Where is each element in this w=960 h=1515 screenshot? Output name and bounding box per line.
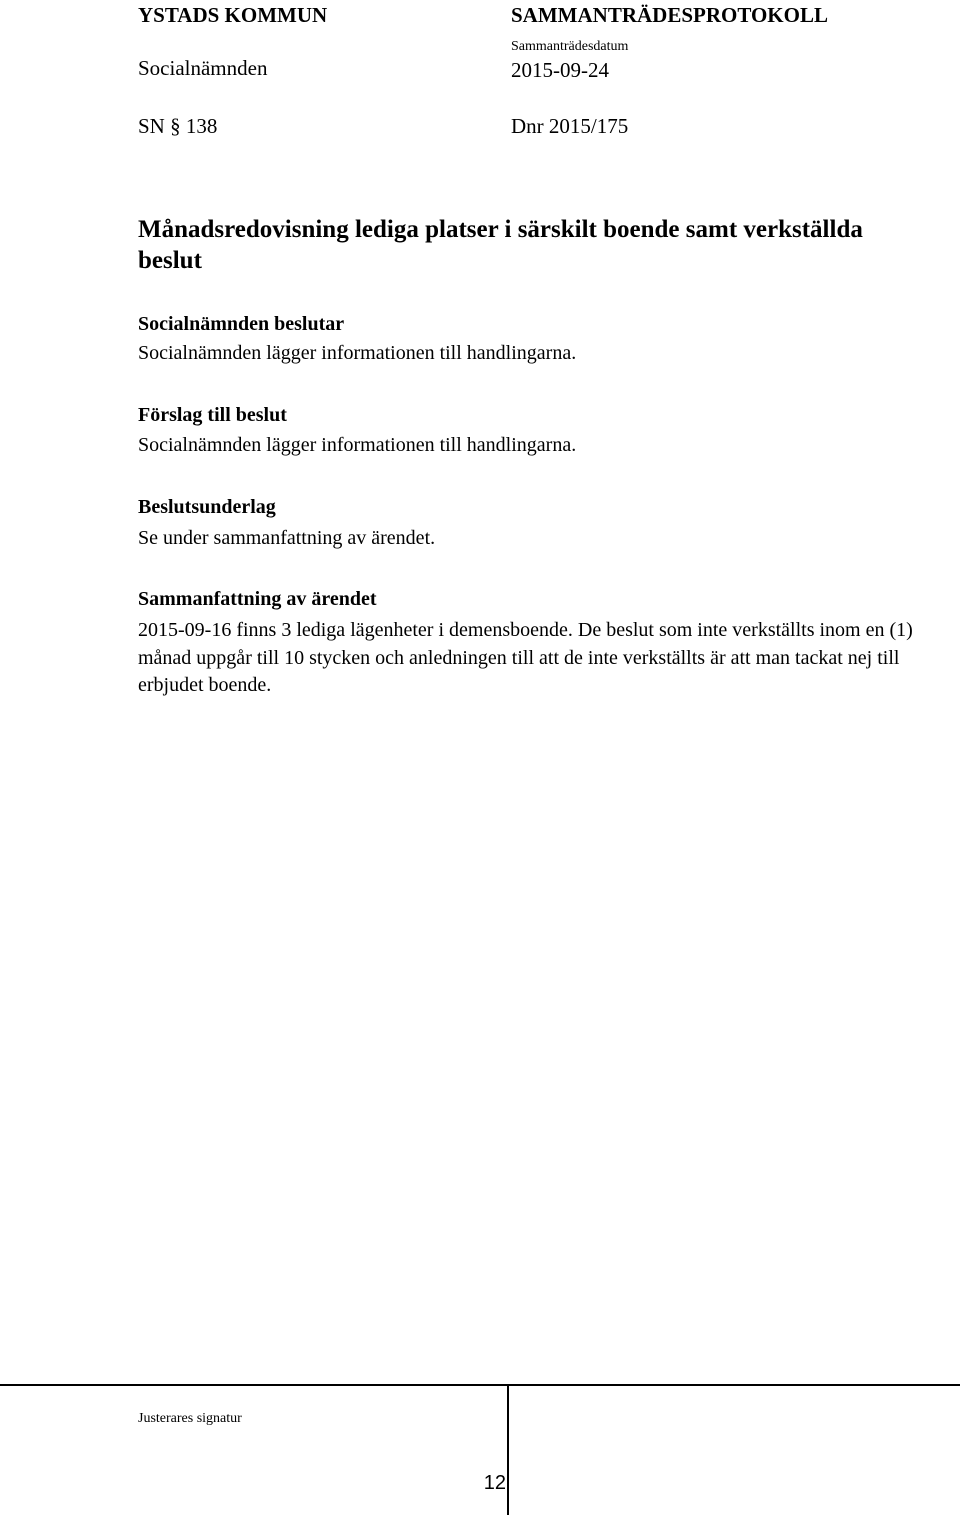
section-heading: Beslutsunderlag: [138, 496, 276, 518]
section-heading: Sammanfattning av ärendet: [138, 588, 377, 610]
section-heading: Socialnämnden beslutar: [138, 313, 345, 335]
document-type: SAMMANTRÄDESPROTOKOLL: [511, 3, 828, 27]
footer-column-divider: [507, 1384, 509, 1515]
section-text: Se under sammanfattning av ärendet.: [138, 527, 436, 549]
footer-divider: [0, 1384, 960, 1386]
section-heading: Förslag till beslut: [138, 404, 287, 426]
signature-label: Justerares signatur: [138, 1411, 242, 1426]
meeting-date: 2015-09-24: [511, 58, 609, 82]
section-text: Socialnämnden lägger informationen till handlingarna.: [138, 434, 577, 456]
organization-name: YSTADS KOMMUN: [138, 3, 328, 27]
diary-number: Dnr 2015/175: [511, 114, 629, 138]
meeting-date-label: Sammanträdesdatum: [511, 39, 629, 54]
committee-name: Socialnämnden: [138, 56, 268, 80]
paragraph-reference: SN § 138: [138, 114, 218, 138]
summary-paragraph: 2015-09-16 finns 3 lediga lägenheter i demensboende. De beslut som inte verkställts inom en (1) månad uppgår till 10 stycken och anledningen till att de inte verkställts är att man tackat nej till erbjudet boende.: [138, 619, 913, 696]
section-text: Socialnämnden lägger informationen till handlingarna.: [138, 342, 577, 364]
page-number: 12: [483, 1472, 506, 1494]
document-title: Månadsredovisning lediga platser i särskilt boende samt verkställda beslut: [138, 216, 863, 274]
